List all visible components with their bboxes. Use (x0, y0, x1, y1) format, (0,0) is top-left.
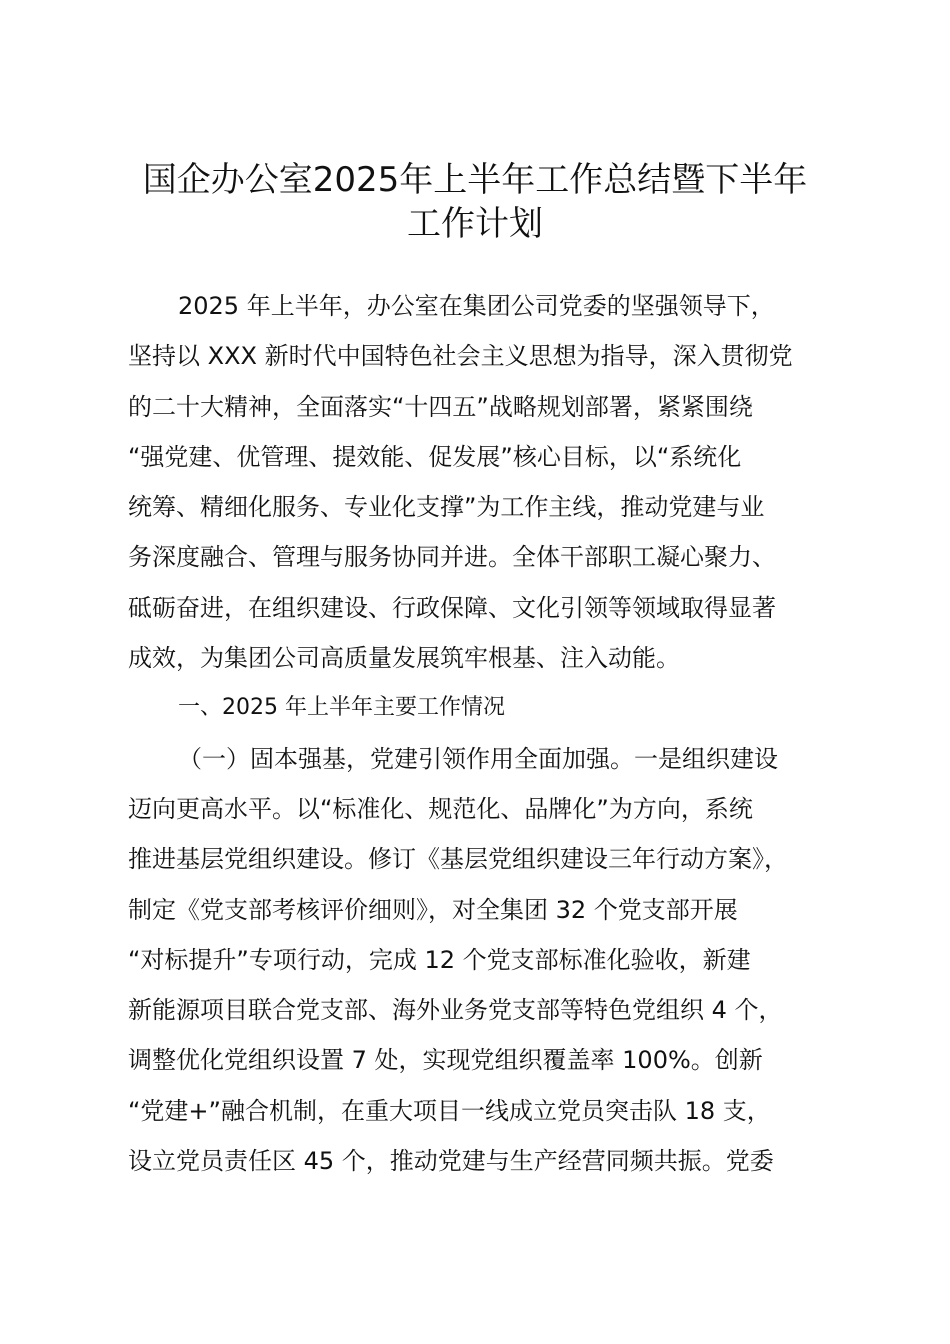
body-line: 推进基层党组织建设。修订《基层党组织建设三年行动方案》， (128, 845, 788, 874)
body-line: 务深度融合、管理与服务协同并进。全体干部职工凝心聚力、 (128, 543, 776, 572)
body-line: 调整优化党组织设置 7 处，实现党组织覆盖率 100%。创新 (128, 1046, 763, 1075)
body-line: 成效，为集团公司高质量发展筑牢根基、注入动能。 (128, 644, 680, 673)
title-line-2: 工作计划 (407, 204, 543, 244)
document-title (110, 158, 840, 246)
body-line: 新能源项目联合党支部、海外业务党支部等特色党组织 4 个， (128, 996, 783, 1025)
document-body (128, 281, 840, 1186)
body-line: 的二十大精神，全面落实“十四五”战略规划部署，紧紧围绕 (128, 392, 753, 421)
body-line: “强党建、优管理、提效能、促发展”核心目标，以“系统化 (128, 442, 742, 471)
body-line: “党建+”融合机制，在重大项目一线成立党员突击队 18 支， (128, 1096, 771, 1125)
body-line: （一）固本强基，党建引领作用全面加强。一是组织建设 (178, 744, 778, 773)
body-line: 坚持以 XXX 新时代中国特色社会主义思想为指导，深入贯彻党 (128, 342, 793, 371)
title-line-1: 国企办公室2025年上半年工作总结暨下半年 (142, 160, 808, 200)
body-line: 制定《党支部考核评价细则》，对全集团 32 个党支部开展 (128, 895, 738, 924)
body-line: 设立党员责任区 45 个，推动党建与生产经营同频共振。党委 (128, 1147, 774, 1176)
body-line: “对标提升”专项行动，完成 12 个党支部标准化验收，新建 (128, 945, 751, 974)
body-line: 砥砺奋进，在组织建设、行政保障、文化引领等领域取得显著 (128, 593, 776, 622)
body-line: 迈向更高水平。以“标准化、规范化、品牌化”为方向，系统 (128, 794, 753, 823)
body-line: 2025 年上半年，办公室在集团公司党委的坚强领导下， (178, 292, 775, 320)
body-line: 统筹、精细化服务、专业化支撑”为工作主线，推动党建与业 (128, 493, 765, 522)
section-heading: 一、2025 年上半年主要工作情况 (178, 695, 505, 721)
